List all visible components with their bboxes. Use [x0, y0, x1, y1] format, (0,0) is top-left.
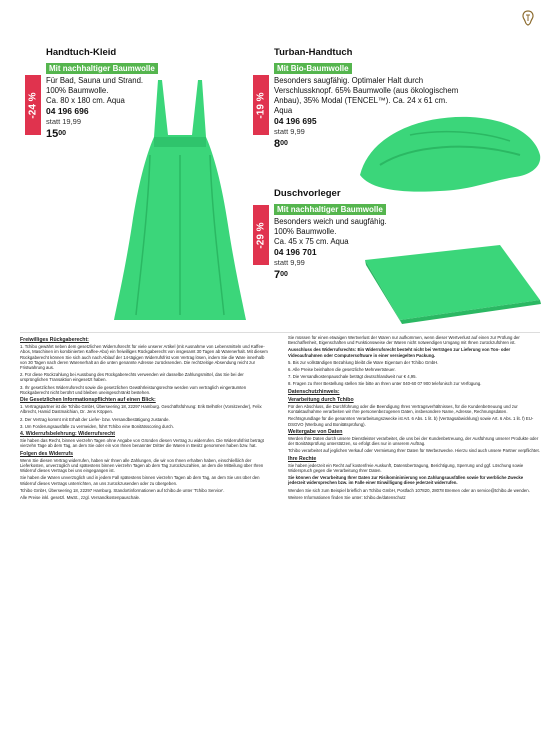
product-number: 04 196 695 [274, 116, 317, 126]
product-desc-2: Verschlussknopf. 65% Baumwolle (aus ökologischem [274, 86, 459, 95]
legal-heading: Ihre Rechte [288, 455, 317, 462]
legal-paragraph: Rechtsgrundlage für die genannten Verarbeitungszwecke ist Art. 6 Abs. 1 lit. b) (Vertragsabwicklung) sowie Art. 6 Abs. 1 lit. f) EU-DSGVO (Werbung und Bonitätsprüfung). [288, 416, 534, 427]
towel-dress-image [110, 75, 250, 325]
product-desc-3: Anbau), 35% Modal (TENCEL™). Ca. 24 x 61 cm. [274, 96, 448, 105]
legal-paragraph: 1. Vertragspartner ist die Tchibo GmbH, Überseering 18, 22297 Hamburg. Geschäftsführung: Erik Belhöfer (Vorsitzender), Felix Albrecht, Hamid Dastmalchian, Dr. Jens Köppen. [20, 404, 262, 415]
discount-badge: -29 % [253, 205, 269, 265]
legal-paragraph: Werden Ihre Daten durch unsere Dienstleister verarbeitet, die uns bei der Kundenbetreuung, der Ausführung unserer Produkte oder der Bonitätsprüfung unterstützen, so erfolgt dies nur in unserem Auftrag. [288, 436, 539, 447]
product-title: Handtuch-Kleid [46, 47, 117, 58]
legal-heading: Freiwilliges Rückgaberecht: [20, 337, 89, 343]
product-number: 04 196 696 [46, 106, 89, 116]
legal-heading: Die Gesetzlichen Informationspflichten auf einen Blick: [20, 397, 156, 404]
legal-paragraph: 6. Alle Preise beinhalten die gesetzliche Mehrwertsteuer. [288, 367, 396, 373]
product-number: 04 196 701 [274, 247, 317, 257]
legal-heading: Verarbeitung durch Tchibo [288, 396, 354, 403]
old-price: statt 9,99 [274, 127, 305, 136]
price: $15^{00}$ [46, 128, 67, 140]
product-desc-3: Ca. 80 x 180 cm. Aqua [46, 96, 125, 105]
legal-heading: 4. Widerrufsbelehrung: Widerrufsrecht [20, 431, 116, 438]
legal-heading: Datenschutzhinweis: [288, 388, 340, 395]
legal-paragraph: Sie müssen für einen etwaigen Wertverlust der Waren nur aufkommen, wenn dieser Wertverlust auf einen zur Prüfung der Beschaffenheit, Eigenschaften und Funktionsweise der Waren nicht notwendigen Umgang mit Ihnen zurückzuführen ist. [288, 335, 520, 346]
price: $7^{00}$ [274, 269, 288, 281]
legal-paragraph: 5. Bis zur vollständigen Bezahlung bleibt die Ware Eigentum der Tchibo GmbH. [288, 359, 439, 365]
product-title: Turban-Handtuch [274, 47, 353, 58]
legal-paragraph: Sie haben das Recht, binnen vierzehn Tagen ohne Angabe von Gründen diesen Vertrag zu widerrufen. Die Widerrufsfrist beträgt vierzehn Tage ab dem Tag, an dem Sie oder ein von Ihnen benannter Dritter die Waren in Besitz genommen haben bzw. hat. [20, 438, 264, 449]
legal-paragraph: Ausschluss des Widerrufsrechts: Ein Widerrufsrecht besteht nicht bei Verträgen zur Lieferung von Ton- oder Videoaufnahmen oder Computersoftware in einer versiegelten Packung. [288, 347, 511, 358]
legal-text-left [20, 335, 272, 502]
price: $8^{00}$ [274, 138, 288, 150]
legal-paragraph: Wenn Sie diesen Vertrag widerrufen, haben wir Ihnen alle Zahlungen, die wir von Ihnen erhalten haben, einschließlich der Lieferkosten, unverzüglich und spätestens binnen vierzehn Tagen ab dem Tag zurückzuzahlen, an dem die Mitteilung über Ihren Widerruf dieses Vertrags bei uns eingegangen ist. [20, 457, 264, 474]
legal-paragraph: 3. Ihr gesetzliches Widerrufsrecht sowie die gesetzlichen Gewährleistungsrechte werden vom vertraglich eingeräumten Rückgaberecht nicht berührt und bleiben uneingeschränkt bestehen. [20, 384, 247, 395]
divider [20, 332, 540, 333]
product-title: Duschvorleger [274, 188, 341, 199]
product-subtitle: Mit Bio-Baumwolle [274, 63, 352, 74]
towel-turban-image [350, 105, 545, 195]
legal-paragraph: Alle Preise inkl. gesetzl. MwSt., zzgl. Versandkostenpauschale. [20, 495, 141, 501]
legal-paragraph: Für den Abschluss, die Durchführung oder die Beendigung Ihres Vertragsverhältnisses, für die Kundenbetreuung und zur Kontaktaufnahme verarbeiten wir Ihre personenbezogenen Daten, insbesondere Name, Adresse, Rechnungsdaten. [288, 404, 518, 415]
legal-paragraph: Tchibo verarbeitet auf jeglichen Verkauf oder Vermietung Ihrer Daten für Werbezwecke. Hierzu sind auch unsere Partner verpflichtet. [288, 448, 540, 454]
legal-paragraph: Sie können der Verarbeitung Ihrer Daten zur Risikominimierung von Zahlungsausfällen sowie für werbliche Zwecke jederzeit widersprechen bzw. im Falle einer Einwilligung diese jederzeit widerrufen. [288, 475, 524, 486]
product-desc-1: Besonders weich und saugfähig. [274, 217, 387, 226]
product-desc-2: 100% Baumwolle. [274, 227, 337, 236]
product-desc-2: 100% Baumwolle. [46, 86, 109, 95]
discount-badge: -24 % [25, 75, 41, 135]
legal-paragraph: 8. Fragen zu Ihrer Bestellung stellen Sie bitte an Ihren unter 040-60 07 900 telefonisch zur Verfügung. [288, 381, 482, 387]
legal-paragraph: 2. Für diese Rückzahlung bei Ausübung des Rückgaberechts verwenden wir dasselbe Zahlungsmittel, das Sie bei der ursprünglichen Transaktion eingesetzt haben. [20, 372, 244, 383]
legal-heading: Weitergabe von Daten [288, 428, 343, 435]
old-price: statt 19,99 [46, 117, 82, 126]
legal-paragraph: Sie haben jederzeit ein Recht auf kostenfreie Auskunft, Datenübertragung, Berichtigung, Sperrung und ggf. Löschung sowie Widerspruch gegen die Verarbeitung Ihrer Daten. [288, 462, 524, 474]
product-subtitle: Mit nachhaltiger Baumwolle [274, 204, 386, 215]
old-price: statt 9,99 [274, 258, 305, 267]
legal-paragraph: Wenden Sie sich zum Beispiel brieflich an Tchibo GmbH, Postfach 107820, 28078 Bremen oder an service@tchibo.de wenden. [288, 487, 530, 493]
towel-mat-image [360, 240, 545, 325]
product-desc-4: Aqua [274, 106, 293, 115]
legal-paragraph: Tchibo GmbH, Überseering 18, 22297 Hamburg. Standortinformationen auf tchibo.de unter 'Tchibo Service'. [20, 487, 225, 493]
discount-badge: -19 % [253, 75, 269, 135]
legal-paragraph: 2. Der Vertrag kommt mit Erhalt der Liefer- bzw. Versandbestätigung zustande. [20, 416, 170, 422]
legal-paragraph: 1. Tchibo gewährt neben dem gesetzlichen Widerrufsrecht für viele unserer Artikel (mit Ausnahme von Lebensmitteln und Kaffee-Abos, Maschinen im kombinierten Kaffee-Abo) ein freiwilliges Rückgaberecht von insgesamt 30 Tagen ab Warenerhalt. Mit diesem Rückgaberecht können Sie sich auch nach Ablauf der 14-tägigen Widerrufsfrist vom Vertrag lösen, indem Sie die Ware innerhalb von 30 Tagen nach deren Warenerhalt an die unten genannte Adresse zurücksenden. Die rechtzeitige Absendung reicht zur Fristwahrung aus. [20, 344, 268, 371]
product-desc-3: Ca. 45 x 75 cm. Aqua [274, 237, 349, 246]
legal-paragraph: 3. Um Forderungsausfälle zu vermeiden, führt Tchibo eine Bonitätsscoring durch. [20, 423, 174, 429]
product-desc-1: Für Bad, Sauna und Strand. [46, 76, 144, 85]
product-subtitle: Mit nachhaltiger Baumwolle [46, 63, 158, 74]
legal-paragraph: 7. Die Versandkostenpauschale beträgt deutschlandweit nur € 4,95. [288, 374, 417, 380]
tchibo-logo-icon [521, 10, 535, 26]
legal-paragraph: Sie haben die Waren unverzüglich und in jedem Fall spätestens binnen vierzehn Tagen ab dem Tag, an dem Sie uns über den Widerruf dieses Vertrags unterrichten, an uns zurückzusenden oder zu übergeben. [20, 475, 260, 486]
legal-paragraph: Weitere Informationen finden Sie unter: tchibo.de/datenschutz [288, 494, 406, 500]
product-desc-1: Besonders saugfähig. Optimaler Halt durch [274, 76, 424, 85]
legal-heading: Folgen des Widerrufs [20, 450, 73, 457]
legal-text-right [288, 335, 540, 502]
